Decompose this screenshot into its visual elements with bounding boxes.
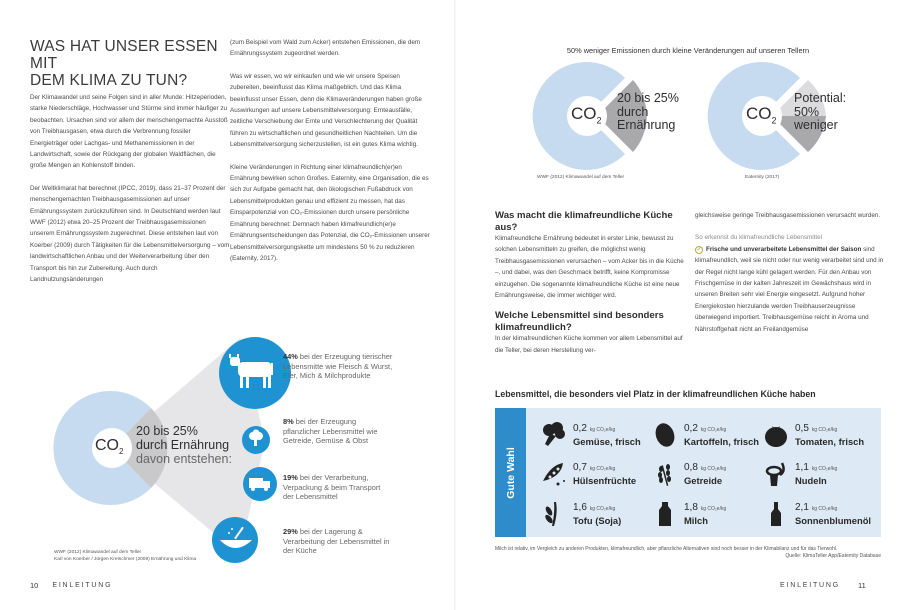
stat-kitchen-storage: 29% bei der Lagerung & Verarbeitung der Lebensmittel in der Küche — [283, 527, 390, 556]
section-heading: Welche Lebensmittel sind besonders klimafreundlich? — [495, 310, 664, 333]
milk-bottle-icon — [652, 500, 678, 528]
food-item: 0,7 kg CO₂e/kg Hülsenfrüchte — [541, 460, 636, 488]
good-choice-tab: Gute Wahl — [495, 408, 526, 537]
chart-title: 50% weniger Emissionen durch kleine Veränderungen auf unseren Tellern — [566, 46, 810, 55]
paragraph: (zum Beispiel vom Wald zum Acker) entstehen Emissionen, die dem Ernährungssystem zugeordnet werden. — [230, 39, 421, 58]
food-item: 1,8 kg CO₂e/kg Milch — [652, 500, 726, 528]
food-item: 1,1 kg CO₂e/kg Nudeln — [763, 460, 837, 488]
left-column-2 — [230, 37, 430, 275]
food-item: 1,6 kg CO₂e/kg Tofu (Soja) — [541, 500, 621, 528]
paragraph: gleichsweise geringe Treibhausgasemissionen verursacht wurden. — [695, 212, 881, 219]
section-label: EINLEITUNG — [780, 582, 841, 589]
paragraph: Kleine Veränderungen in Richtung einer klimafreundlich(er)en Ernährung bewirken schon Großes. Eaternity, eine Organisation, die es sich zur Aufgabe gemacht hat, den ökologischen Fußabdruck von Lebensmittelprodukten genau und effizient zu messen, hat das Einsparpotenzial von CO₂-Emissionen durch unsere persönliche Ernährung berechnet: Demnach haben klimafreundlich(er)e Ernährungsentscheidungen das Potenzial, die CO₂-Emissionen unserer Lebensmittelversorgungskette um mindestens 50 % zu reduzieren (Eaternity, 2017). — [230, 163, 430, 262]
left-page-footer — [30, 581, 112, 590]
tip-label: So erkennst du klimafreundliche Lebensmittel — [695, 234, 823, 242]
stat-animal-products: 44% bei der Erzeugung tierischer Lebensmitte wie Fleisch & Wurst, Eier, Mich & Milchprodukte — [283, 352, 393, 381]
chart1-source: WWF (2012) Klimawandel auf dem Teller — [537, 175, 625, 180]
right-page-footer — [780, 581, 866, 590]
right-column-2 — [695, 210, 885, 335]
pasta-icon — [763, 460, 789, 488]
left-column-1 — [30, 92, 230, 297]
paragraph: Klimafreundliche Ernährung bedeutet in erster Linie, bewusst zu solchen Lebensmitteln zu greifen, die möglichst wenig Treibhausgasemissionen verursachen – vom Acker bis in die Küche –, und dabei, was den Geschmack betrifft, keine Kompromisse einzugehen. Die sogenannte klimafreundliche Küche ist eine neue Ernährungsweise, die immer wichtiger wird. — [495, 235, 684, 300]
stat-plant-products: 8% bei der Erzeugung pflanzlicher Lebensmittel wie Getreide, Gemüse & Obst — [283, 417, 378, 446]
potato-icon — [652, 421, 678, 449]
infographic-source: WWF (2012) Klimawandel auf dem Teller Karl von Koerber / Jürgen Kretschmer (2009) Ernährung und Klima — [54, 550, 197, 562]
tip-paragraph: ✓ Frische und unverarbeitete Lebensmittel der Saison sind klimafreundlich, weil sie nicht oder nur wenig verarbeitet sind und in der Regel nicht lange kühl gelagert werden. Für den Anbau von Frischgemüse in der kalten Jahreszeit im Gewächshaus wird in unseren Breiten sehr viel Energie eingesetzt. Aufgrund hoher Energiekosten hierzulande werden Treibhauserzeugnisse überwiegend importiert. Treibhausgemüse reicht in Aroma und Nährstoffgehalt nicht an Freilandgemüse — [695, 245, 884, 333]
infographic-headline: 20 bis 25% durch Ernährung davon entstehen: — [136, 424, 232, 466]
food-table-source: Quelle: KlimaTeller App/Eaternity Database — [785, 553, 881, 559]
oil-bottle-icon — [763, 500, 789, 528]
soy-icon — [541, 500, 567, 528]
page-number: 11 — [858, 581, 866, 590]
section-label: EINLEITUNG — [52, 582, 113, 589]
paragraph: Der Klimawandel und seine Folgen sind in aller Munde: Hitzeperioden, starke Niederschläge, Hochwasser und Stürme sind immer häufiger zu beobachten. Ursachen sind vor allem der menschengemachte Ausstoß von Treibhausgasen, etwa durch die Verbrennung fossiler Energieträger oder Lachgas- und Methanemissionen in der Landwirtschaft, sowie der Rückgang der globalen Waldflächen, die große Mengen an Kohlenstoff binden. — [30, 94, 228, 170]
broccoli-icon — [541, 421, 567, 449]
chart1-label: 20 bis 25% durch Ernährung — [617, 91, 679, 132]
right-column-1 — [495, 210, 685, 356]
paragraph: Der Weltklimarat hat berechnet (IPCC, 2019), dass 21–37 Prozent der menschengemachten Treibhausgasemissionen auf unser Ernährungssystem zurückzuführen sind. In Deutschland werden laut WWF (2012) etwa 20–25 Prozent der Treibhausgasemissionen unserem Ernährungssystem zugerechnet. Diese entstehen laut von Koerber (2009) durch Tätigkeiten für die Lebensmittelversorgung – vom landwirtschaftlichen Anbau und der Weiterverarbeitung über den Transport bis hin zur Zubereitung. Auch durch Landnutzungsänderungen — [30, 184, 230, 284]
checkmark-icon: ✓ — [696, 246, 702, 253]
food-item: 2,1 kg CO₂e/kg Sonnenblumenöl — [763, 500, 871, 528]
left-page-title: WAS HAT UNSER ESSEN MIT DEM KLIMA ZU TUN? — [30, 38, 218, 89]
food-item: 0,8 kg CO₂e/kg Getreide — [652, 460, 726, 488]
good-choice-table — [495, 408, 881, 537]
food-table-note: Milch ist relativ, im Vergleich zu anderen Produkten, klimafreundlich, aber pflanzliche Alternativen sind noch besser in der Klimabilanz und für das Tierwohl. — [495, 546, 838, 552]
page-number: 10 — [30, 581, 39, 590]
chart2-co2-label: $CO_2$ — [746, 104, 777, 126]
chart2-label: Potential: 50% weniger — [794, 91, 847, 132]
peapod-icon — [541, 460, 567, 488]
chart2-source: Eaternity (2017) — [745, 175, 780, 180]
food-item: 0,2 kg CO₂e/kg Gemüse, frisch — [541, 421, 641, 449]
page-gutter — [454, 0, 456, 610]
chart1-co2-label: $CO_2$ — [571, 104, 602, 126]
tomato-icon — [763, 421, 789, 449]
food-item: 0,2 kg CO₂e/kg Kartoffeln, frisch — [652, 421, 759, 449]
section-heading: Was macht die klimafreundliche Küche aus? — [495, 210, 673, 233]
wheat-icon — [652, 460, 678, 488]
stat-processing-transport: 19% bei der Verarbeitung, Verpackung & beim Transport der Lebensmittel — [283, 473, 381, 502]
food-item: 0,5 kg CO₂e/kg Tomaten, frisch — [763, 421, 864, 449]
infographic-co2-label: $CO_2$ — [95, 437, 124, 457]
paragraph: In der klimafreundlichen Küche kommen vor allem Lebensmittel auf die Teller, bei deren Herstellung ver- — [495, 335, 683, 354]
paragraph: Was wir essen, wo wir einkaufen und wie wir unsere Speisen zubereiten, beeinflusst das Klima maßgeblich. Und das Klima beeinflusst unser Essen, denn die Klimaveränderungen haben große Auswirkungen auf unsere Lebensmittelversorgung: Ernteausfälle, zeitliche Verschiebung der Ernte und Verschlechterung der Qualität führen zu wirtschaftlichen und gesundheitlichen Nachteilen. Um die Lebensmittelversorgung sicherzustellen, ist ein gutes Klima wichtig. — [230, 72, 422, 149]
food-table-title: Lebensmittel, die besonders viel Platz in der klimafreundlichen Küche haben — [495, 389, 816, 399]
